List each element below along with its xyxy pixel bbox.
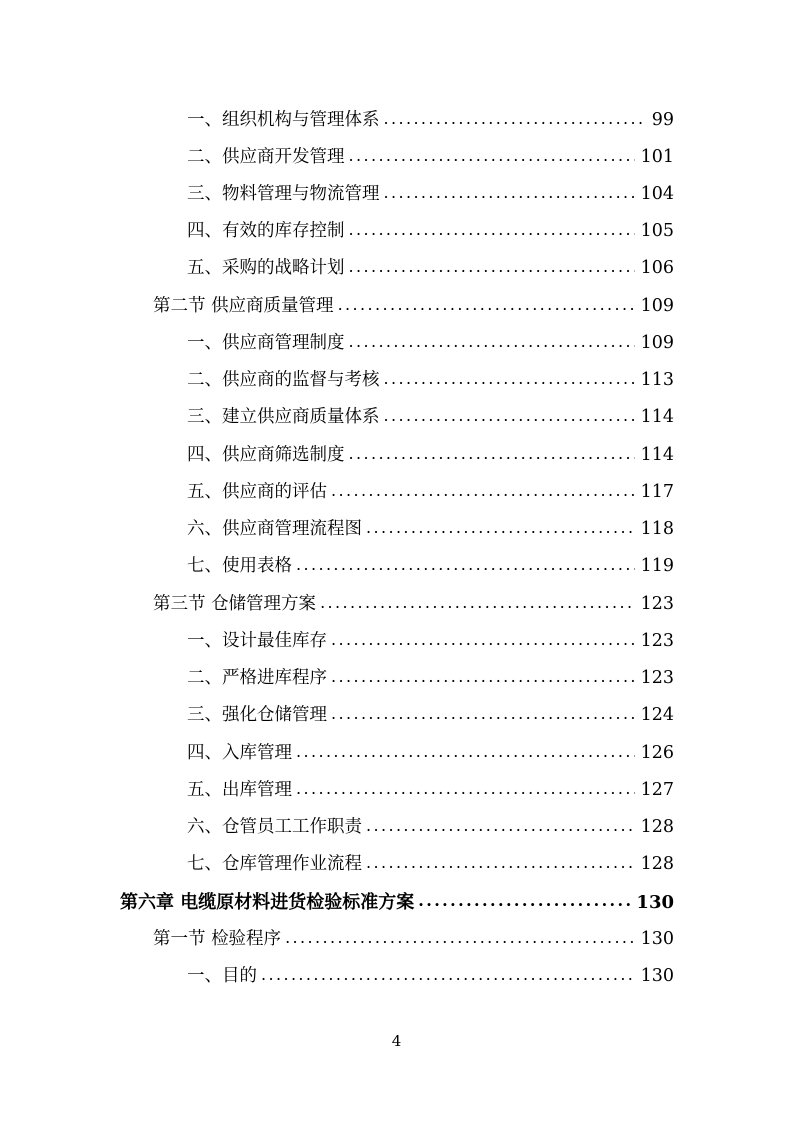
- dot-leader: [261, 956, 635, 993]
- toc-entry-title: 二、供应商的监督与考核: [187, 370, 380, 390]
- toc-entry[interactable]: [187, 437, 674, 474]
- dot-leader: [349, 211, 635, 248]
- toc-entry-title: 一、设计最佳库存: [187, 631, 327, 651]
- toc-entry-page: 105: [640, 221, 674, 241]
- toc-entry-title: 五、出库管理: [187, 780, 292, 800]
- toc-entry-page: 128: [640, 854, 674, 874]
- dot-leader: [296, 546, 635, 583]
- toc-entry-title: 二、严格进库程序: [187, 668, 327, 688]
- toc-entry[interactable]: [187, 809, 674, 846]
- dot-leader: [384, 100, 646, 137]
- toc-entry-title: 一、供应商管理制度: [187, 333, 345, 353]
- dot-leader: [384, 174, 635, 211]
- toc-entry[interactable]: [187, 102, 674, 139]
- toc-entry[interactable]: [187, 325, 674, 362]
- toc-entry-title: 四、供应商筛选制度: [187, 445, 345, 465]
- toc-entry-page: 104: [640, 184, 674, 204]
- toc-entry-title: 四、有效的库存控制: [187, 221, 345, 241]
- toc-entry[interactable]: [187, 176, 674, 213]
- toc-entry-page: 113: [640, 370, 674, 390]
- toc-entry[interactable]: [187, 846, 674, 883]
- toc-entry-page: 128: [640, 817, 674, 837]
- toc-section-entry[interactable]: [153, 586, 674, 623]
- dot-leader: [349, 137, 635, 174]
- toc-entry-title: 三、强化仓储管理: [187, 705, 327, 725]
- toc-chapter-entry[interactable]: [120, 884, 674, 921]
- toc-entry-title: 第三节 仓储管理方案: [153, 594, 317, 614]
- toc-entry-page: 117: [640, 482, 674, 502]
- toc-entry-page: 119: [640, 556, 674, 576]
- toc-entry-page: 109: [640, 333, 674, 353]
- dot-leader: [349, 323, 635, 360]
- dot-leader: [384, 397, 635, 434]
- toc-entry-page: 123: [640, 668, 674, 688]
- toc-entry[interactable]: [187, 697, 674, 734]
- toc-entry-page: 114: [640, 445, 674, 465]
- toc-entry[interactable]: [187, 772, 674, 809]
- toc-entry-title: 六、仓管员工工作职责: [187, 817, 362, 837]
- toc-entry-title: 七、使用表格: [187, 556, 292, 576]
- toc-entry-page: 99: [651, 110, 674, 130]
- toc-entry-page: 114: [640, 407, 674, 427]
- toc-entry[interactable]: [187, 511, 674, 548]
- toc-entry-page: 126: [640, 743, 674, 763]
- toc-entry-title: 第二节 供应商质量管理: [153, 296, 334, 316]
- toc-entry-page: 106: [640, 258, 674, 278]
- toc-entry-title: 三、物料管理与物流管理: [187, 184, 380, 204]
- toc-entry-title: 四、入库管理: [187, 743, 292, 763]
- toc-entry-page: 130: [636, 892, 674, 913]
- toc-entry-page: 124: [640, 705, 674, 725]
- toc-entry-title: 六、供应商管理流程图: [187, 519, 362, 539]
- toc-entry[interactable]: [187, 213, 674, 250]
- dot-leader: [331, 695, 635, 732]
- page-number: 4: [391, 1032, 402, 1050]
- toc-entry[interactable]: [187, 735, 674, 772]
- dot-leader: [331, 658, 635, 695]
- toc-entry-title: 七、仓库管理作业流程: [187, 854, 362, 874]
- toc-entry-page: 101: [640, 147, 674, 167]
- toc-entry[interactable]: [187, 474, 674, 511]
- toc-section-entry[interactable]: [153, 288, 674, 325]
- toc-entry[interactable]: [187, 139, 674, 176]
- dot-leader: [320, 584, 635, 621]
- dot-leader: [366, 509, 635, 546]
- toc-entry-page: 130: [640, 929, 674, 949]
- toc-entry[interactable]: [187, 660, 674, 697]
- dot-leader: [366, 844, 635, 881]
- toc-entry-page: 123: [640, 631, 674, 651]
- toc-entry-page: 118: [640, 519, 674, 539]
- toc-section-entry[interactable]: [153, 921, 674, 958]
- toc-entry-title: 一、组织机构与管理体系: [187, 110, 380, 130]
- toc-entry-title: 第一节 检验程序: [153, 929, 282, 949]
- dot-leader: [418, 882, 630, 919]
- toc-entry-title: 三、建立供应商质量体系: [187, 407, 380, 427]
- dot-leader: [296, 770, 635, 807]
- toc-entry-title: 一、目的: [187, 966, 257, 986]
- toc-entry[interactable]: [187, 958, 674, 995]
- dot-leader: [296, 733, 635, 770]
- dot-leader: [384, 360, 635, 397]
- toc-entry[interactable]: [187, 548, 674, 585]
- dot-leader: [349, 248, 635, 285]
- dot-leader: [366, 807, 635, 844]
- toc-entry-title: 五、采购的战略计划: [187, 258, 345, 278]
- toc-entry-title: 五、供应商的评估: [187, 482, 327, 502]
- dot-leader: [285, 919, 635, 956]
- toc-entry[interactable]: [187, 250, 674, 287]
- toc-entry[interactable]: [187, 623, 674, 660]
- toc-entry[interactable]: [187, 399, 674, 436]
- dot-leader: [331, 621, 635, 658]
- toc-entry[interactable]: [187, 362, 674, 399]
- dot-leader: [349, 435, 635, 472]
- dot-leader: [331, 472, 635, 509]
- toc-entry-page: 123: [640, 594, 674, 614]
- dot-leader: [338, 286, 635, 323]
- toc-entry-page: 130: [640, 966, 674, 986]
- toc-entry-title: 第六章 电缆原材料进货检验标准方案: [120, 892, 415, 913]
- toc-entry-page: 127: [640, 780, 674, 800]
- toc-entry-title: 二、供应商开发管理: [187, 147, 345, 167]
- toc-entry-page: 109: [640, 296, 674, 316]
